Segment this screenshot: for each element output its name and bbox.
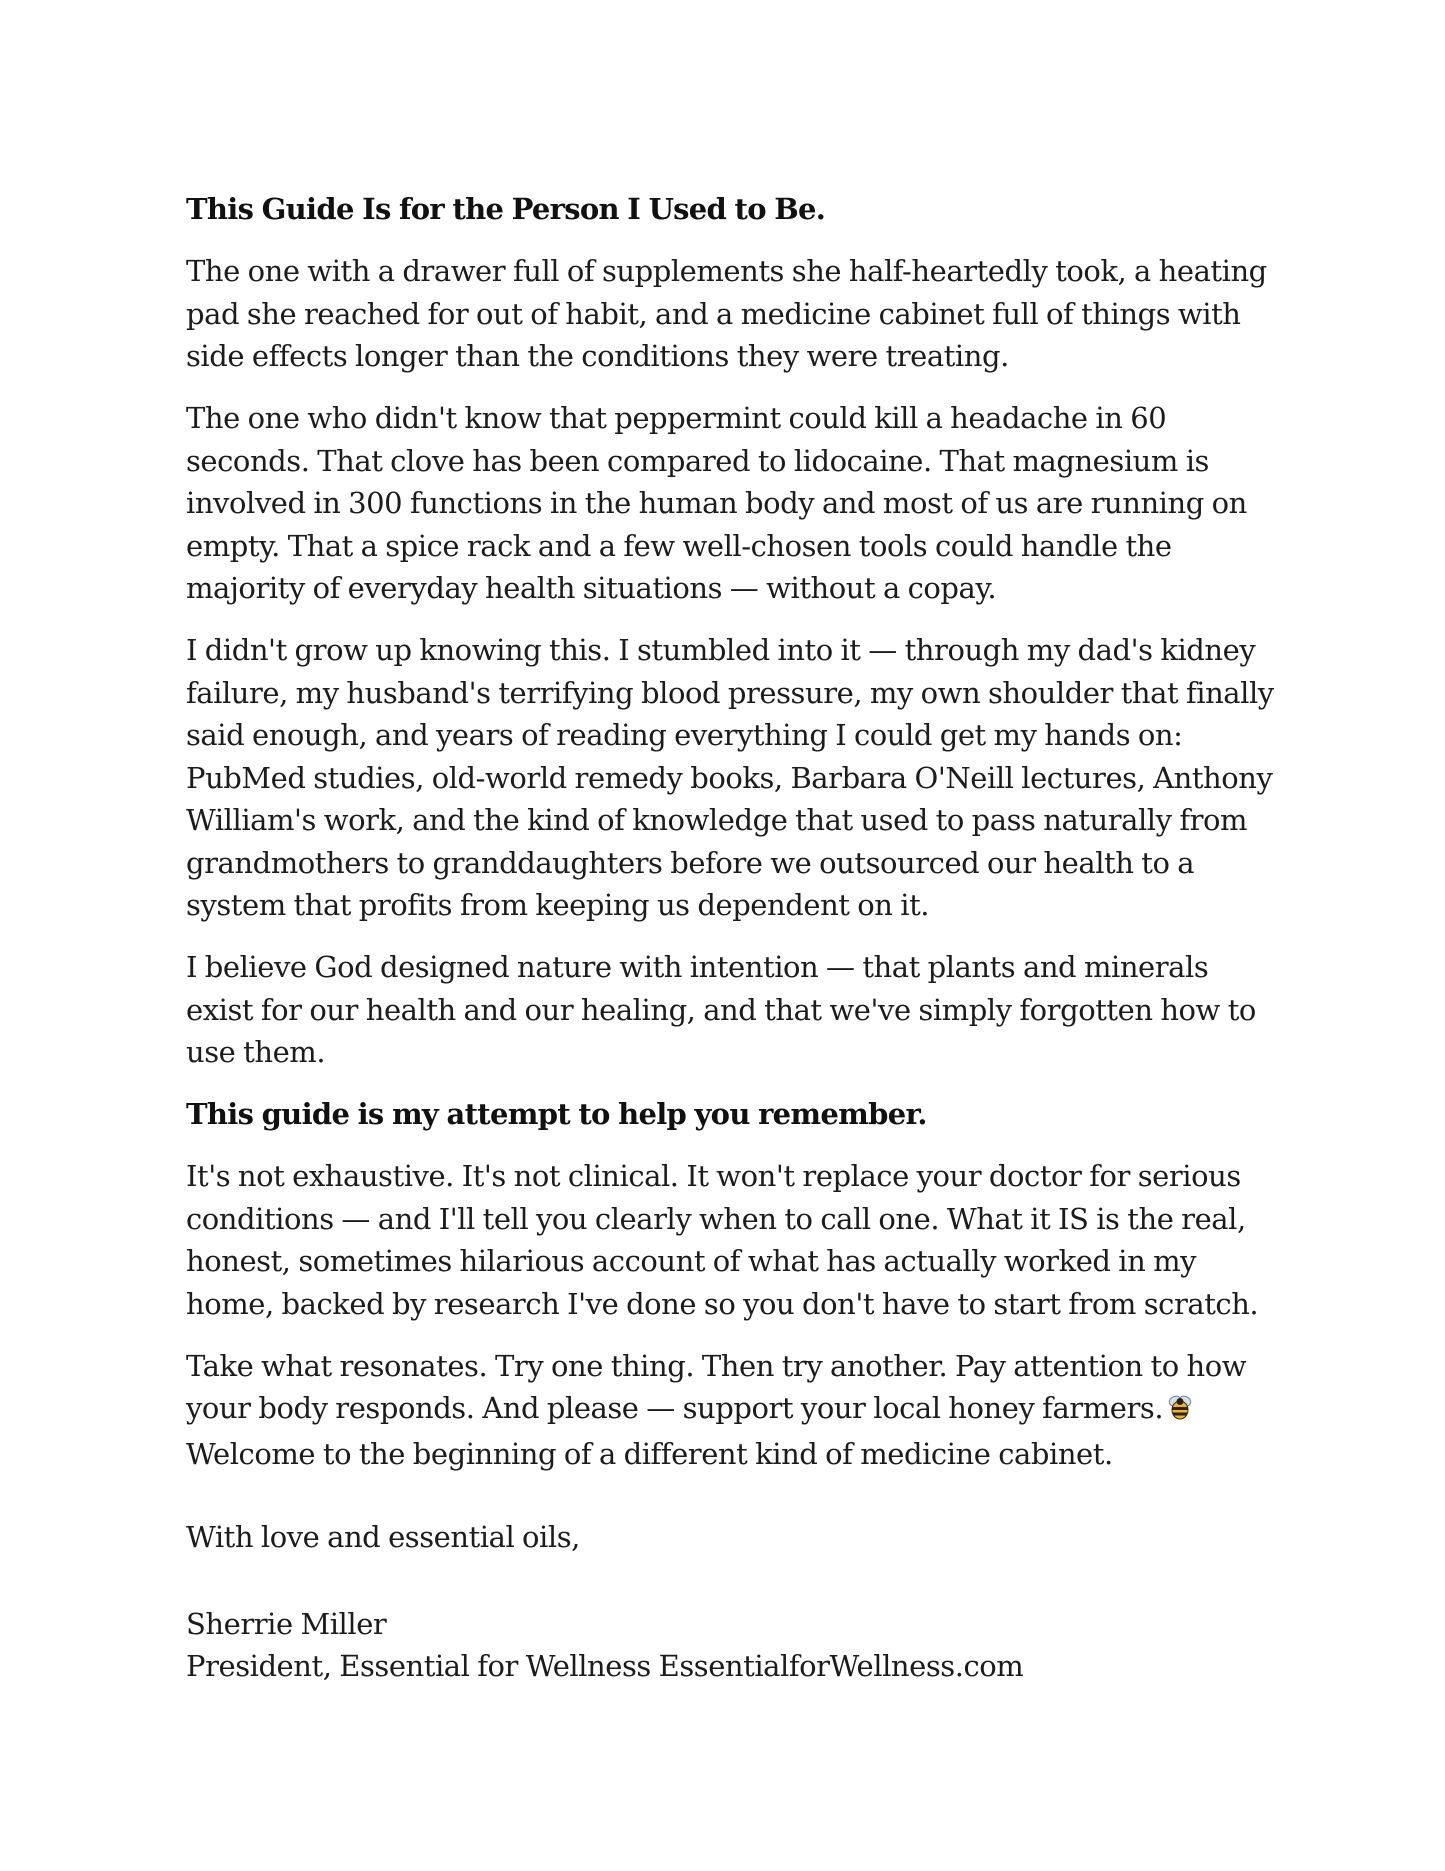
letter-page [186,188,1276,1688]
paragraph-background: I didn't grow up knowing this. I stumbled into it — through my dad's kidney failure, my husband's terrifying blood pressure, my own shoulder that finally said enough, and years of reading everything I could get my hands on: PubMed studies, old-world remedy books, Barbara O'Neill lectures, Anthony William's work, and the kind of knowledge that used to pass naturally from grandmothers to granddaughters before we outsourced our health to a system that profits from keeping us dependent on it. [186,633,1274,922]
paragraph-drawer: The one with a drawer full of supplements she half-heartedly took, a heating pad she reached for out of habit, and a medicine cabinet full of things with side effects longer than the conditions they were treating. [186,254,1267,373]
closing-line: With love and essential oils, [186,1520,580,1554]
bee-icon [1167,1390,1193,1433]
welcome-line: Welcome to the beginning of a different kind of medicine cabinet. [186,1436,1113,1471]
paragraph-take-what-resonates [186,1345,1276,1476]
signature-name: Sherrie Miller [186,1606,387,1641]
signature-title: President, Essential for Wellness EssentialforWellness.com [186,1649,1024,1683]
resonates-text: Take what resonates. Try one thing. Then try another. Pay attention to how your body responds. And please — support your local honey farmers. [186,1348,1247,1425]
paragraph-peppermint: The one who didn't know that peppermint could kill a headache in 60 seconds. That clove has been compared to lidocaine. That magnesium is involved in 300 functions in the human body and most of us are running on empty. That a spice rack and a few well-chosen tools could handle the majority of everyday health situations — without a copay. [186,401,1247,605]
paragraph-not-clinical: It's not exhaustive. It's not clinical. It won't replace your doctor for serious conditions — and I'll tell you clearly when to call one. What it IS is the real, honest, sometimes hilarious account of what has actually worked in my home, backed by research I've done so you don't have to start from scratch. [186,1159,1259,1321]
emphasis-heading: This guide is my attempt to help you remember. [186,1097,927,1131]
page-heading: This Guide Is for the Person I Used to Be. [186,192,826,226]
paragraph-belief: I believe God designed nature with intention — that plants and minerals exist for our health and our healing, and that we've simply forgotten how to use them. [186,950,1256,1069]
